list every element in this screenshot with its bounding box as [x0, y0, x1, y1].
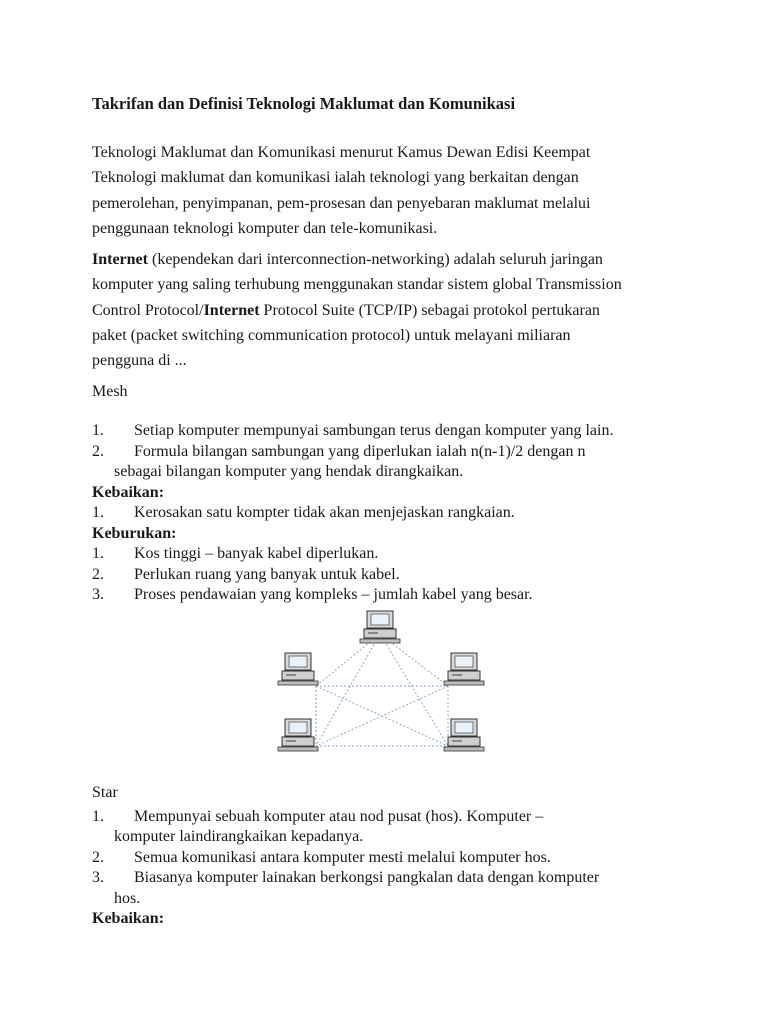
computer-icon [360, 611, 400, 643]
internet-line-text: Protocol Suite (TCP/IP) sebagai protokol pertukaran [259, 301, 600, 319]
list-text: Mempunyai sebuah komputer atau nod pusat (hos). Komputer – [134, 807, 544, 825]
list-text: Perlukan ruang yang banyak untuk kabel. [134, 565, 400, 583]
internet-line: komputer yang saling terhubung menggunakan standar sistem global Transmission [92, 276, 622, 294]
list-item [92, 544, 692, 565]
list-text: Proses pendawaian yang kompleks – jumlah kabel yang besar. [134, 586, 533, 603]
list-text: Formula bilangan sambungan yang diperlukan ialah n(n-1)/2 dengan n [134, 442, 586, 460]
definition-line: pemerolehan, penyimpanan, pem-prosesan dan penyebaran maklumat melalui [92, 194, 591, 212]
internet-line-text: (kependekan dari interconnection-networking) adalah seluruh jaringan [147, 251, 603, 268]
internet-term: Internet [92, 251, 148, 268]
mesh-heading: Mesh [92, 383, 128, 400]
list-number: 3. [92, 586, 104, 603]
mesh-link [380, 634, 448, 746]
mesh-links [316, 634, 448, 746]
disadvantages-heading: Keburukan: [92, 524, 177, 542]
list-number: 2. [92, 848, 104, 866]
computer-icon [444, 719, 484, 751]
list-text-continued: hos. [114, 889, 141, 907]
list-item [92, 442, 692, 483]
computer-icon [444, 653, 484, 685]
advantages-heading: Kebaikan: [92, 910, 165, 927]
internet-line [92, 298, 692, 323]
list-text: Biasanya komputer lainakan berkongsi pangkalan data dengan komputer [134, 869, 600, 886]
list-number: 1. [92, 545, 104, 562]
mesh-link [316, 634, 380, 746]
list-text: Kos tinggi – banyak kabel diperlukan. [134, 545, 379, 562]
list-item [92, 807, 692, 848]
list-item [92, 503, 692, 524]
definition-line: penggunaan teknologi komputer dan tele-komunikasi. [92, 219, 438, 237]
internet-line-text: Control Protocol/ [92, 301, 204, 319]
computer-icon [278, 719, 318, 751]
mesh-section [92, 421, 692, 606]
list-number: 3. [92, 869, 104, 886]
internet-paragraph [92, 247, 692, 373]
list-item [92, 565, 692, 586]
internet-term: Internet [203, 301, 260, 319]
page-title: Takrifan dan Definisi Teknologi Maklumat dan Komunikasi [92, 94, 516, 113]
internet-line: paket (packet switching communication protocol) untuk melayani miliaran [92, 326, 571, 344]
star-heading: Star [92, 784, 118, 801]
list-text: Kerosakan satu kompter tidak akan menjejaskan rangkaian. [134, 504, 515, 521]
list-text: Setiap komputer mempunyai sambungan terus dengan komputer yang lain. [134, 422, 614, 439]
computer-icon [278, 653, 318, 685]
list-item [92, 585, 692, 606]
list-item [92, 868, 692, 909]
list-number: 1. [92, 807, 104, 825]
definition-line: Teknologi Maklumat dan Komunikasi menurut Kamus Dewan Edisi Keempat [92, 144, 591, 161]
internet-line [92, 247, 692, 272]
list-number: 2. [92, 442, 104, 460]
mesh-topology-diagram [272, 606, 496, 766]
list-text: Semua komunikasi antara komputer mesti melalui komputer hos. [134, 848, 551, 866]
star-section [92, 783, 692, 930]
internet-line: pengguna di ... [92, 352, 187, 370]
advantages-heading: Kebaikan: [92, 483, 165, 501]
list-item [92, 848, 692, 869]
list-text-continued: sebagai bilangan komputer yang hendak dirangkaikan. [114, 463, 464, 480]
definition-line: Teknologi maklumat dan komunikasi ialah teknologi yang berkaitan dengan [92, 169, 579, 187]
list-number: 1. [92, 422, 104, 439]
list-text-continued: komputer laindirangkaikan kepadanya. [114, 828, 364, 845]
list-item [92, 421, 692, 442]
list-number: 2. [92, 565, 104, 583]
definition-paragraph [92, 140, 692, 241]
list-number: 1. [92, 504, 104, 521]
